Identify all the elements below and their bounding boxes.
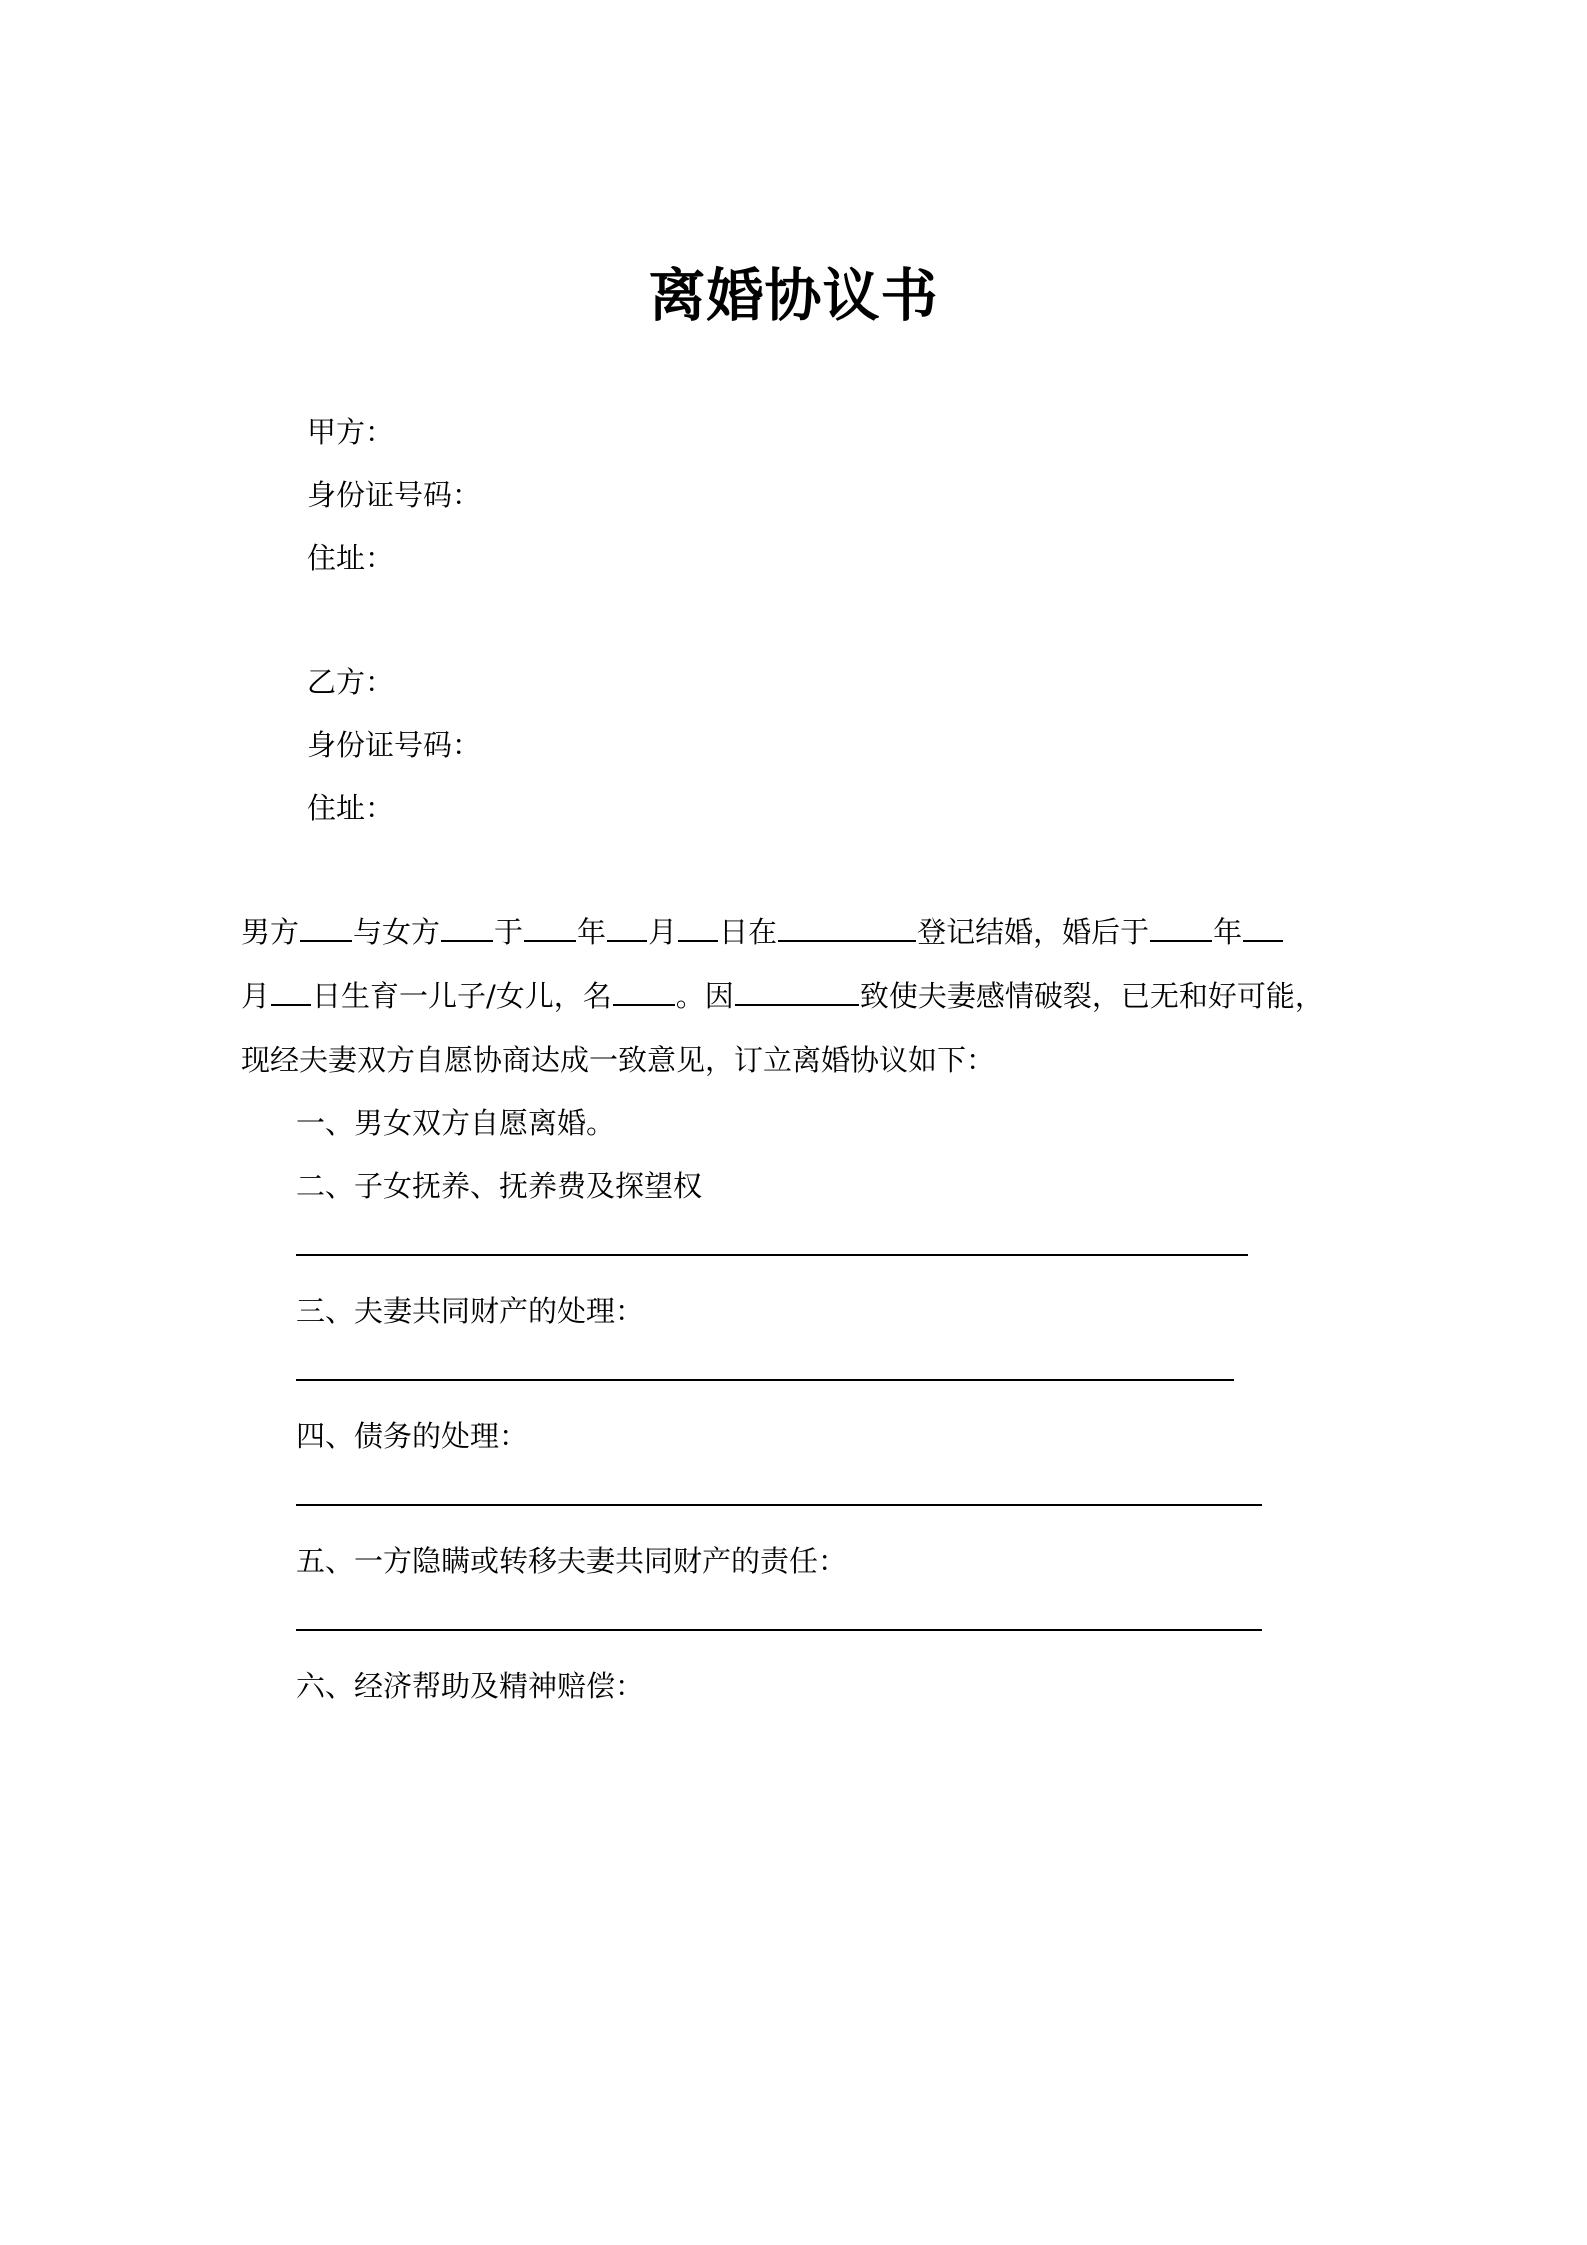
intro-text: 男方: [241, 915, 300, 949]
intro-text: 于: [494, 915, 524, 949]
marriage-year-blank[interactable]: [524, 912, 576, 942]
clause-3: 三、夫妻共同财产的处理：: [296, 1294, 645, 1328]
intro-text: 年: [1213, 915, 1243, 949]
party-a-label: 甲方：: [307, 415, 395, 449]
birth-year-blank[interactable]: [1150, 912, 1212, 942]
divorce-reason-blank[interactable]: [735, 976, 859, 1006]
intro-text: 与女方: [353, 915, 441, 949]
clause-1: 一、男女双方自愿离婚。: [296, 1106, 616, 1140]
clause-2: 二、子女抚养、抚养费及探望权: [296, 1169, 703, 1203]
intro-text: 日在: [719, 915, 778, 949]
birth-month-blank[interactable]: [1243, 912, 1283, 942]
birth-day-blank[interactable]: [271, 976, 311, 1006]
intro-line-2: [241, 976, 1324, 1016]
intro-text: 月: [648, 915, 678, 949]
clause-4: 四、债务的处理：: [296, 1419, 529, 1453]
clause-5-fill-line[interactable]: [296, 1629, 1262, 1631]
party-b-label: 乙方：: [307, 665, 395, 699]
intro-line-3: 现经夫妻双方自愿协商达成一致意见，订立离婚协议如下：: [241, 1043, 996, 1077]
intro-text: 日生育一儿子/女儿，名: [312, 979, 612, 1013]
marriage-day-blank[interactable]: [678, 912, 718, 942]
husband-name-blank[interactable]: [300, 912, 352, 942]
party-b-id-label: 身份证号码：: [307, 728, 482, 762]
registration-place-blank[interactable]: [778, 912, 916, 942]
clause-5: 五、一方隐瞒或转移夫妻共同财产的责任：: [296, 1544, 848, 1578]
clause-3-fill-line[interactable]: [296, 1379, 1234, 1381]
intro-text: 。因: [675, 979, 734, 1013]
intro-text: 年: [577, 915, 607, 949]
intro-text: 登记结婚，婚后于: [917, 915, 1150, 949]
document-title: 离婚协议书: [648, 262, 939, 329]
intro-text: 致使夫妻感情破裂，已无和好可能，: [859, 979, 1324, 1013]
party-a-address-label: 住址：: [307, 541, 395, 575]
marriage-month-blank[interactable]: [607, 912, 647, 942]
clause-4-fill-line[interactable]: [296, 1504, 1262, 1506]
clause-2-fill-line[interactable]: [296, 1254, 1248, 1256]
wife-name-blank[interactable]: [441, 912, 493, 942]
intro-line-1: [241, 912, 1284, 952]
clause-6: 六、经济帮助及精神赔偿：: [296, 1669, 645, 1703]
child-name-blank[interactable]: [613, 976, 675, 1006]
party-a-id-label: 身份证号码：: [307, 478, 482, 512]
intro-text: 月: [241, 979, 271, 1013]
party-b-address-label: 住址：: [307, 791, 395, 825]
